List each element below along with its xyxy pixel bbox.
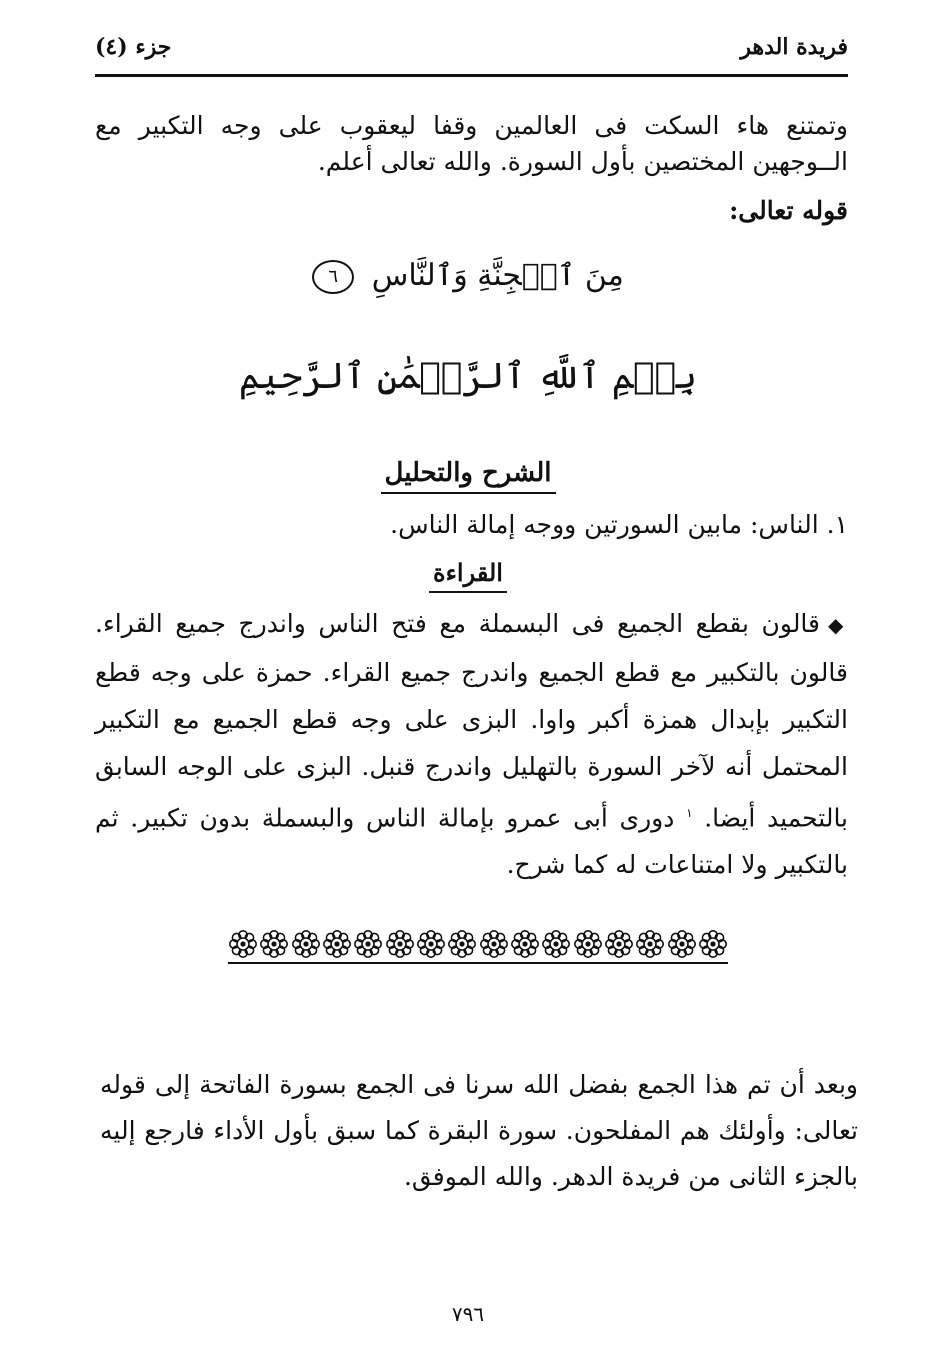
flower-ornament-icon (573, 929, 603, 959)
flower-ornament-icon (667, 929, 697, 959)
flower-ornament-icon (416, 929, 446, 959)
reading-text-part1: قالون بقطع الجميع فى البسملة مع فتح الناس واندرج جميع القراء. قالون بالتكبير مع قطع الجميع واندرج جميع القراء. حمزة على وجه قطع التكبير بإبدال همزة أكبر واوا. البزى على وجه قطع الجميع مع التكبير المحتمل أنه لآخر السورة بالتهليل واندرج قنبل. البزى على الوجه السابق بالتحميد أيضا. (95, 609, 849, 833)
flower-ornament-icon (291, 929, 321, 959)
diamond-bullet-icon: ◆ (828, 613, 849, 637)
page-header (95, 30, 848, 77)
flower-ornament-icon (541, 929, 571, 959)
flower-ornament-icon (353, 929, 383, 959)
section-heading (0, 458, 936, 488)
numbered-item: ١. الناس: مابين السورتين ووجه إمالة الناس. (390, 510, 848, 539)
verse-text: مِنَ ٱلۡجِنَّةِ وَٱلنَّاسِ (371, 258, 624, 293)
quran-verse (0, 258, 936, 294)
reading-paragraph (95, 600, 848, 888)
flower-ornament-icon (698, 929, 728, 959)
book-title: فريدة الدهر (740, 34, 848, 60)
flower-ornament-icon (322, 929, 352, 959)
flower-ornament-icon (635, 929, 665, 959)
flower-ornament-icon (385, 929, 415, 959)
reading-text-part2: دورى أبى عمرو بإمالة الناس والبسملة بدون تكبير. ثم بالتكبير ولا امتناعات له كما شرح. (95, 803, 848, 880)
qawluhu-label: قوله تعالى: (729, 196, 848, 225)
intro-paragraph: وتمتنع هاء السكت فى العالمين وقفا ليعقوب على وجه التكبير مع الــوجهين المختصين بأول السورة. والله تعالى أعلم. (95, 111, 848, 176)
flower-ornament-icon (447, 929, 477, 959)
flower-ornament-icon (479, 929, 509, 959)
flower-ornament-icon (510, 929, 540, 959)
flower-ornament-icon (604, 929, 634, 959)
closing-paragraph: وبعد أن تم هذا الجمع بفضل الله سرنا فى الجمع بسورة الفاتحة إلى قوله تعالى: وأولئك هم المفلحون. سورة البقرة كما سبق بأول الأداء فارجع إليه بالجزء الثانى من فريدة الدهر. والله الموفق. (100, 1070, 858, 1191)
part-label: جزء (٤) (95, 34, 172, 60)
basmala: بِسۡمِ ٱللَّهِ ٱلرَّحۡمَٰنِ ٱلرَّحِيمِ (238, 356, 698, 397)
flower-ornament-icon (259, 929, 289, 959)
section-heading-text: الشرح والتحليل (381, 458, 556, 494)
page-number: ٧٩٦ (451, 1302, 485, 1326)
sub-heading (0, 558, 936, 587)
flower-ornament-icon (228, 929, 258, 959)
ornament-divider (228, 926, 728, 964)
footnote-mark: ١ (686, 806, 693, 820)
sub-heading-text: القراءة (429, 558, 507, 593)
ayah-number-badge: ٦ (312, 260, 354, 294)
